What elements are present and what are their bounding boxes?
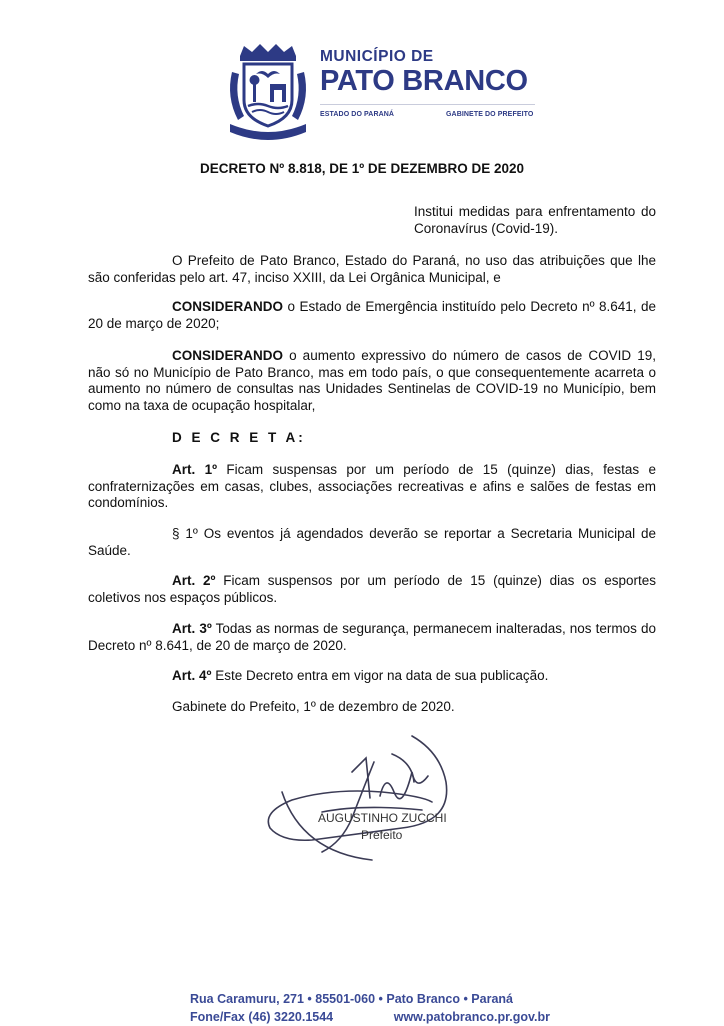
article-1 xyxy=(88,462,656,512)
footer-website: www.patobranco.pr.gov.br xyxy=(393,1010,550,1024)
signatory-name: AUGUSTINHO ZUCCHI xyxy=(318,811,447,825)
footer-contact xyxy=(190,1008,550,1026)
article-1-text: Ficam suspensas por um período de 15 (quinze) dias, festas e confraternizações em casas, clubes, associações recreativas e afins e salões de festas em condomínios. xyxy=(88,462,656,510)
article-2 xyxy=(88,573,656,606)
signatory-role: Prefeito xyxy=(361,828,403,842)
municipio-label: MUNICÍPIO DE xyxy=(320,48,434,65)
considerando-1-text: o Estado de Emergência instituído pelo Decreto nº 8.641, de 20 de março de 2020; xyxy=(88,299,656,331)
cabinet-label: GABINETE DO PREFEITO xyxy=(446,111,534,118)
letterhead xyxy=(222,42,532,142)
article-3 xyxy=(88,621,656,654)
city-name: PATO BRANCO xyxy=(320,65,528,97)
article-1-label: Art. 1º xyxy=(172,462,218,477)
article-4 xyxy=(88,668,656,685)
article-2-text: Ficam suspensos por um período de 15 (quinze) dias os esportes coletivos nos espaços públicos. xyxy=(88,573,656,605)
decreta-heading: D E C R E T A: xyxy=(172,430,306,445)
closing-line: Gabinete do Prefeito, 1º de dezembro de 2020. xyxy=(172,699,455,714)
handwritten-signature xyxy=(262,732,482,862)
brand-block xyxy=(320,48,535,123)
brand-subline xyxy=(320,104,535,123)
considerando-1 xyxy=(88,299,656,332)
considerando-label: CONSIDERANDO xyxy=(172,348,284,363)
paragraph-1: § 1º Os eventos já agendados deverão se reportar a Secretaria Municipal de Saúde. xyxy=(88,526,656,558)
decree-title: DECRETO Nº 8.818, DE 1º DE DEZEMBRO DE 2020 xyxy=(200,161,524,176)
article-2-label: Art. 2º xyxy=(172,573,216,588)
footer-address: Rua Caramuru, 271 • 85501-060 • Pato Branco • Paraná xyxy=(190,992,513,1006)
footer-phone: Fone/Fax (46) 3220.1544 xyxy=(190,1010,334,1024)
decree-ementa: Institui medidas para enfrentamento do Coronavírus (Covid-19). xyxy=(414,204,656,236)
state-label: ESTADO DO PARANÁ xyxy=(320,111,395,118)
article-3-text: Todas as normas de segurança, permanecem inalteradas, nos termos do Decreto nº 8.641, de 20 de março de 2020. xyxy=(88,621,656,653)
municipal-crest-icon xyxy=(222,42,314,142)
considerando-2-text: o aumento expressivo do número de casos de COVID 19, não só no Município de Pato Branco, mas em todo país, o que consequentemente acarreta o aumento no número de consultas nas Unidades Sentinelas de COVID-19 no Município, bem como na taxa de ocupação hospitalar, xyxy=(88,348,656,413)
preamble: O Prefeito de Pato Branco, Estado do Paraná, no uso das atribuições que lhe são conferidas pelo art. 47, inciso XXIII, da Lei Orgânica Municipal, e xyxy=(88,253,656,285)
footer xyxy=(190,990,550,1026)
article-3-label: Art. 3º xyxy=(172,621,212,636)
article-4-text: Este Decreto entra em vigor na data de sua publicação. xyxy=(211,668,549,683)
considerando-label: CONSIDERANDO xyxy=(172,299,284,314)
considerando-2 xyxy=(88,348,656,414)
article-4-label: Art. 4º xyxy=(172,668,212,683)
